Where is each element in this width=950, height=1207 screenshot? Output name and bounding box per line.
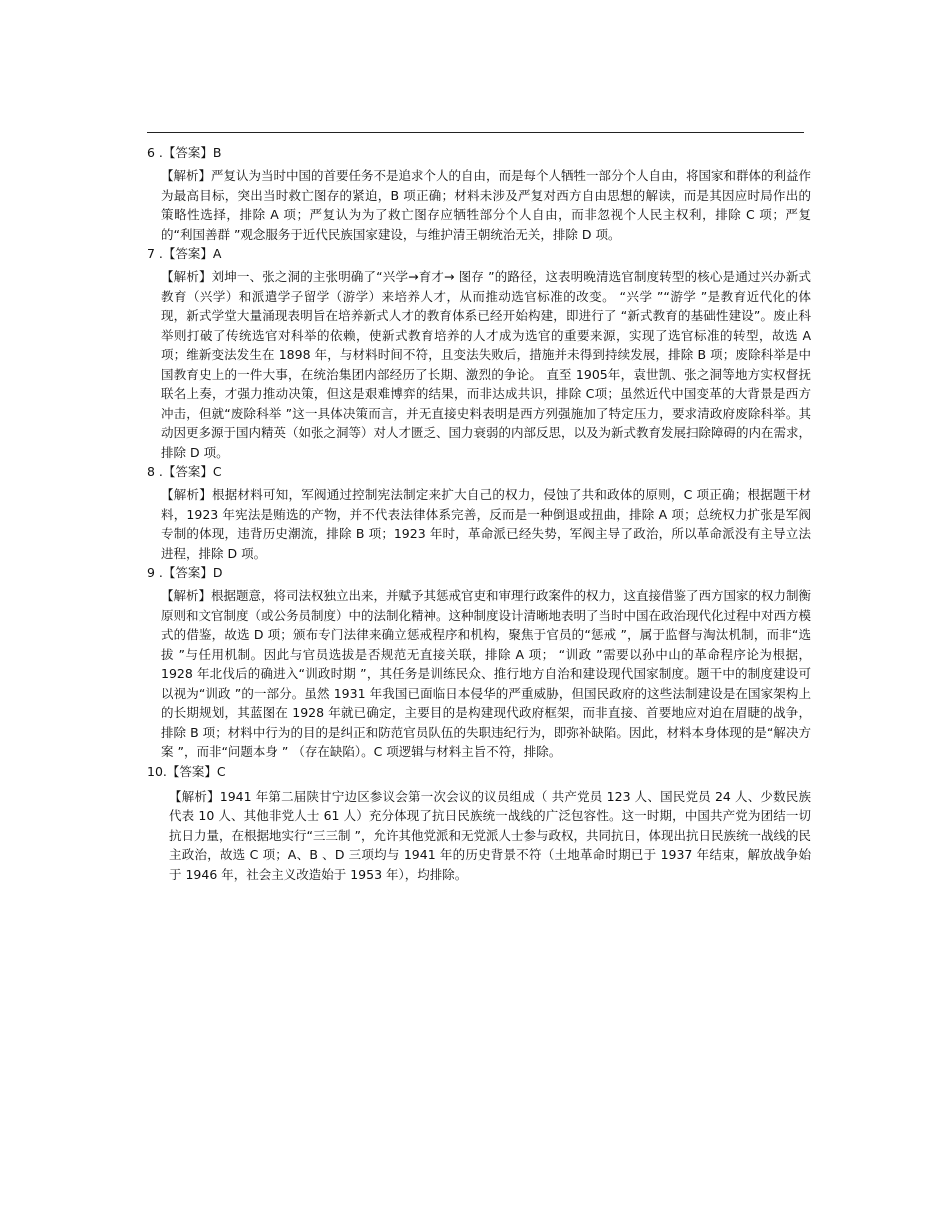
answer-7-heading — [147, 244, 811, 263]
header-rule — [147, 132, 804, 133]
answer-label: 【答案】C — [162, 464, 222, 479]
answer-8-heading — [147, 462, 811, 481]
answer-label: 【答案】B — [162, 145, 222, 160]
question-number: 7 . — [147, 246, 163, 261]
answer-8-explanation: 【解析】根据材料可知，军阀通过控制宪法制定来扩大自己的权力，侵蚀了共和政体的原则，C 项正确；根据题干材料，1923 年宪法是贿选的产物，并不代表法律体系完善，反而是一种倒退或扭曲，排除 A 项；总统权力扩张是军阀专制的体现，违背历史潮流，排除 B 项；1923 年时，革命派已经失势，军阀主导了政治，所以革命派没有主导立法进程，排除 D 项。 — [161, 487, 811, 561]
answer-10-explanation: 【解析】1941 年第二届陕甘宁边区参议会第一次会议的议员组成（ 共产党员 123 人、国民党员 24 人、少数民族代表 10 人、其他非党人士 61 人）充分体现了抗日民族统一战线的广泛包容性。这一时期，中国共产党为团结一切抗日力量，在根据地实行“三三制 ”，允许其他党派和无党派人士参与政权，共同抗日，体现出抗日民族统一战线的民主政治，故选 C 项；A、B 、D 三项均与 1941 年的历史背景不符（土地革命时期已于 1937 年结束，解放战争始于 1946 年，社会主义改造始于 1953 年），均排除。 — [169, 788, 811, 882]
answer-label: 【答案】C — [166, 763, 226, 779]
question-number: 9 . — [147, 565, 163, 580]
question-number: 6 . — [147, 145, 163, 160]
answer-label: 【答案】D — [162, 565, 223, 580]
question-number: 8 . — [147, 464, 163, 479]
answer-explanations — [147, 143, 811, 884]
question-number: 10. — [147, 763, 167, 779]
answer-9-heading — [147, 563, 811, 582]
answer-7-explanation: 【解析】刘坤一、张之洞的主张明确了“兴学→育才→ 图存 ”的路径，这表明晚清选官制度转型的核心是通过兴办新式教育（兴学）和派遣学子留学（游学）来培养人才，从而推动选官标准的改变。 “兴学 ”“游学 ”是教育近代化的体现，新式学堂大量涌现表明旨在培养新式人才的教育体系已经开始构建，即进行了 “新式教育的基础性建设”。废止科举则打破了传统选官对科举的依赖，使新式教育培养的人才成为选官的重要来源，实现了选官标准的转型，故选 A 项；维新变法发生在 1898 年，与材料时间不符，且变法失败后，措施并未得到持续发展，排除 B 项；废除科举是中国教育史上的一件大事，在统治集团内部经历了长期、激烈的争论。 直至 1905年，袁世凯、张之洞等地方实权督抚联名上奏，才强力推动决策，但这是艰难博弈的结果，而非达成共识，排除 C项；虽然近代中国变革的大背景是西方冲击，但就“废除科举 ”这一具体决策而言，并无直接史料表明是西方列强施加了特定压力，要求清政府废除科举。其动因更多源于国内精英（如张之洞等）对人才匮乏、国力衰弱的内部反思，以及为新式教育发展扫除障碍的内在需求，排除 D 项。 — [161, 269, 812, 460]
answer-9-explanation: 【解析】根据题意，将司法权独立出来，并赋予其惩戒官吏和审理行政案件的权力，这直接借鉴了西方国家的权力制衡原则和文官制度（或公务员制度）中的法制化精神。这种制度设计清晰地表明了当时中国在政治现代化过程中对西方模式的借鉴，故选 D 项；颁布专门法律来确立惩戒程序和机构，聚焦于官员的“惩戒 ”，属于监督与淘汰机制，而非“选拔 ”与任用机制。因此与官员选拔是否规范无直接关联，排除 A 项； “训政 ”需要以孙中山的革命程序论为根据，1928 年北伐后的确进入“训政时期 ”，其任务是训练民众、推行地方自治和建设现代国家制度。题干中的制度建设可以视为“训政 ”的一部分。虽然 1931 年我国已面临日本侵华的严重威胁，但国民政府的这些法制建设是在国家架构上的长期规划，其蓝图在 1928 年就已确定，主要目的是构建现代政府框架，而非直接、首要地应对迫在眉睫的战争，排除 B 项；材料中行为的目的是纠正和防范官员队伍的失职违纪行为，即弥补缺陷。因此，材料本身体现的是“解决方案 ”，而非“问题本身 ” （存在缺陷）。C 项逻辑与材料主旨不符，排除。 — [161, 588, 812, 759]
answer-6-explanation: 【解析】严复认为当时中国的首要任务不是追求个人的自由，而是每个人牺牲一部分个人自由，将国家和群体的利益作为最高目标，突出当时救亡图存的紧迫，B 项正确；材料未涉及严复对西方自由思想的解读，而是其因应时局作出的策略性选择，排除 A 项；严复认为为了救亡图存应牺牲部分个人自由，而非忽视个人民主权利，排除 C 项；严复的“利国善群 ”观念服务于近代民族国家建设，与维护清王朝统治无关，排除 D 项。 — [161, 168, 812, 242]
answer-6-heading — [147, 143, 811, 162]
answer-label: 【答案】A — [162, 246, 222, 261]
answer-10-heading — [147, 762, 811, 781]
